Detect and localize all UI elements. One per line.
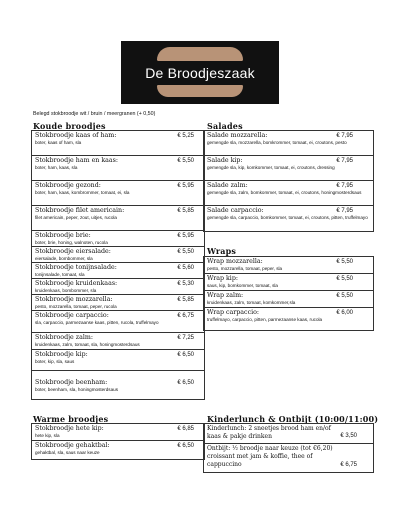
item-price: € 7,95 xyxy=(336,208,353,214)
koude-list xyxy=(31,130,205,400)
item-desc: boter, brie, honing, walnoten, rucola xyxy=(35,240,108,245)
menu-item xyxy=(204,131,373,156)
menu-item xyxy=(32,424,204,441)
menu-item xyxy=(204,257,373,274)
item-desc: boter, kaas of ham, sla xyxy=(35,140,82,145)
item-name: Stokbroodje ham en kaas: xyxy=(35,157,119,164)
item-desc: saus, kip, bomkommer, tomaat, sla xyxy=(207,283,278,288)
item-desc: pesto, mozzarella, tomaat, peper, sla xyxy=(207,266,283,271)
item-price: € 5,85 xyxy=(177,208,194,214)
item-price: € 7,25 xyxy=(177,335,194,341)
item-desc: truffelmayo, carpaccio, pitten, parmezaanse kaas, rucola xyxy=(207,317,323,322)
item-desc: tonijnsalade, tomaat, sla xyxy=(35,272,85,277)
item-price: € 5,50 xyxy=(336,276,353,282)
menu-item xyxy=(32,279,204,295)
item-name: Salade carpaccio: xyxy=(207,207,264,214)
bun-bottom-shape xyxy=(157,85,243,97)
menu-item xyxy=(204,156,373,181)
item-price: € 6,50 xyxy=(177,380,194,386)
item-desc: gemengde sla, carpaccio, bomkommer, tomaat, ei, croutons, pitten, truffelmayo xyxy=(207,215,368,220)
item-price: € 7,95 xyxy=(336,183,353,189)
menu-item xyxy=(32,441,204,459)
item-price: € 5,95 xyxy=(177,233,194,239)
bread-note: Belegd stokbroodje wit / bruin / meergranen (+ 0,50) xyxy=(33,111,156,117)
menu-item xyxy=(204,308,373,330)
item-price: € 5,60 xyxy=(177,265,194,271)
item-desc: gemengde sla, mozzarella, bomkrommer, tomaat, ei, croutons, pesto xyxy=(207,140,347,145)
item-price: € 7,95 xyxy=(336,158,353,164)
menu-item xyxy=(32,263,204,279)
menu-item xyxy=(204,274,373,291)
menu-item xyxy=(204,291,373,308)
item-desc: boter, ham, kaas, kombrommer, tomaat, ei, sla xyxy=(35,190,130,195)
menu-item xyxy=(32,231,204,247)
item-name: Wrap zalm: xyxy=(207,292,244,299)
item-price: € 5,85 xyxy=(177,297,194,303)
item-desc: gemengde sla, zalm, bomkommer, tomaat, ei, croutons, honingmosterdsaus xyxy=(207,190,362,195)
item-price: € 5,50 xyxy=(336,259,353,265)
salades-heading: Salades xyxy=(207,121,243,131)
item-price: € 6,50 xyxy=(177,443,194,449)
logo-title: De Broodjeszaak xyxy=(145,65,255,81)
salades-list xyxy=(203,130,374,232)
wraps-heading: Wraps xyxy=(207,246,237,256)
menu-item xyxy=(204,424,373,444)
menu-item xyxy=(32,181,204,206)
logo xyxy=(121,41,279,104)
item-text: Kinderlunch: 2 sneetjes brood ham en/of kaas & pakje drinken xyxy=(207,425,331,440)
item-name: Stokbroodje kaas of ham: xyxy=(35,132,117,139)
menu-item xyxy=(32,247,204,263)
menu-item xyxy=(204,206,373,231)
item-name: Wrap kip: xyxy=(207,275,238,282)
item-desc: gehaktbal, sla, saus naar keuze xyxy=(35,450,100,455)
item-price: € 5,25 xyxy=(177,133,194,139)
item-desc: hete kip, sla xyxy=(35,433,60,438)
item-name: Stokbroodje brie: xyxy=(35,232,91,239)
menu-item xyxy=(32,371,204,399)
item-price: € 7,95 xyxy=(336,133,353,139)
item-desc: kruidenkaas, zalm, tomaat, sla, honingmosterdsaus xyxy=(35,342,140,347)
item-desc: filet americain, peper, zout, uitjes, rucola xyxy=(35,215,117,220)
item-name: Salade mozzarella: xyxy=(207,132,268,139)
item-desc: boter, kip, sla, saus xyxy=(35,359,75,364)
item-name: Salade kip: xyxy=(207,157,243,164)
wraps-list xyxy=(203,256,374,331)
item-name: Stokbroodje kip: xyxy=(35,351,88,358)
item-name: Wrap carpaccio: xyxy=(207,309,260,316)
item-price: € 6,00 xyxy=(336,310,353,316)
menu-item xyxy=(32,333,204,350)
item-name: Stokbroodje hete kip: xyxy=(35,425,104,432)
kinder-heading: Kinderlunch & Ontbijt (10:00/11:00) xyxy=(207,414,379,424)
item-price: € 3,50 xyxy=(340,433,357,439)
item-desc: pesto, mozzarella, tomaat, peper, rucola xyxy=(35,304,117,309)
item-price: € 6,75 xyxy=(340,462,357,468)
item-name: Stokbroodje carpaccio: xyxy=(35,312,109,319)
item-name: Stokbroodje tonijnsalade: xyxy=(35,264,117,271)
item-name: Stokbroodje kruidenkaas: xyxy=(35,280,118,287)
item-price: € 6,50 xyxy=(177,352,194,358)
item-name: Stokbroodje gehaktbal: xyxy=(35,442,110,449)
item-name: Stokbroodje beenham: xyxy=(35,379,108,386)
menu-item xyxy=(32,295,204,311)
item-name: Stokbroodje filet americain: xyxy=(35,207,125,214)
koude-heading: Koude broodjes xyxy=(33,121,106,131)
item-name: Salade zalm: xyxy=(207,182,248,189)
item-price: € 5,50 xyxy=(177,158,194,164)
menu-item xyxy=(32,131,204,156)
item-price: € 5,50 xyxy=(336,293,353,299)
item-price: € 6,85 xyxy=(177,426,194,432)
item-desc: boter, beenham, sla, honingmosterdsaus xyxy=(35,387,118,392)
item-desc: boter, ham, kaas, sla xyxy=(35,165,78,170)
menu-item xyxy=(204,444,373,472)
warme-list xyxy=(31,423,205,460)
item-name: Stokbroodje zalm: xyxy=(35,334,93,341)
bun-top-shape xyxy=(157,47,243,61)
item-name: Stokbroodje mozzarella: xyxy=(35,296,113,303)
menu-item xyxy=(32,350,204,371)
item-name: Wrap mozzarella: xyxy=(207,258,263,265)
item-desc: sla, carpaccio, parmezaanse kaas, pitten, rucola, truffelmayo xyxy=(35,320,159,325)
menu-item xyxy=(204,181,373,206)
item-price: € 6,75 xyxy=(177,313,194,319)
menu-item xyxy=(32,311,204,333)
menu-item xyxy=(32,206,204,231)
item-name: Stokbroodje eiersalade: xyxy=(35,248,111,255)
item-name: Stokbroodje gezond: xyxy=(35,182,101,189)
menu-item xyxy=(32,156,204,181)
kinder-list xyxy=(203,423,374,473)
item-desc: kruidenkaas, bombommer, sla xyxy=(35,288,97,293)
item-price: € 5,50 xyxy=(177,249,194,255)
item-desc: kruidenkaas, zalm, tomaat, komkommer,sla xyxy=(207,300,296,305)
item-desc: eiersalade, bombommer, sla xyxy=(35,256,93,261)
item-desc: gemengde sla, kip, komkommer, tomaat, ei, croutons, dressing xyxy=(207,165,335,170)
item-price: € 5,30 xyxy=(177,281,194,287)
item-text: Ontbijt: ½ broodje naar keuze (tot €6,20) croissant met jam & koffie, thee of cappuccino xyxy=(207,445,333,468)
item-price: € 5,95 xyxy=(177,183,194,189)
warme-heading: Warme broodjes xyxy=(33,414,109,424)
